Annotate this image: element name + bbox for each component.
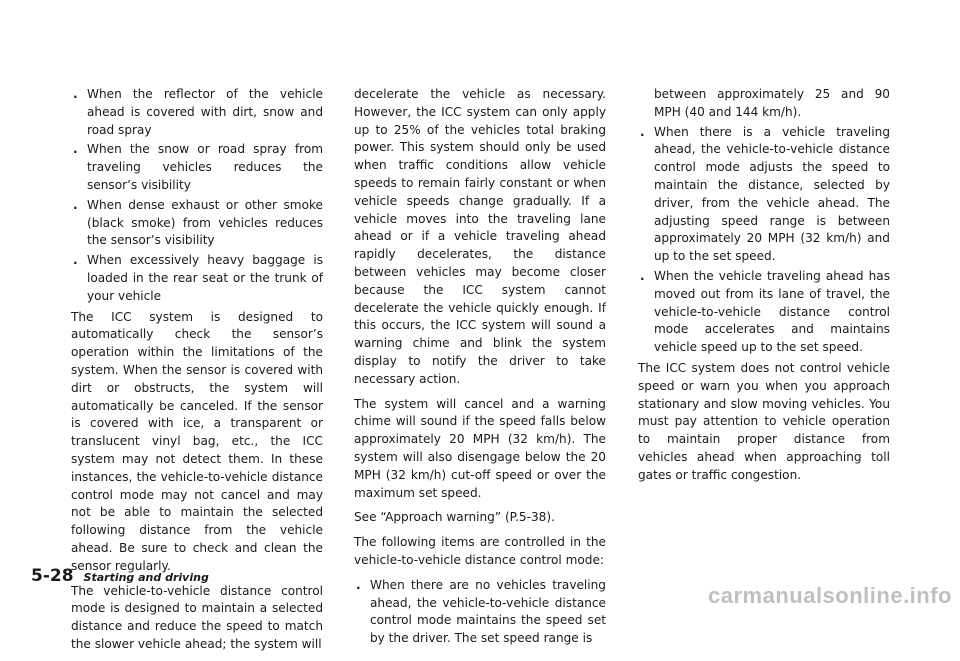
list-item	[354, 577, 606, 648]
body-paragraph: The system will cancel and a warning chime will sound if the speed falls below approximately 20 MPH (32 km/h). The system will also disengage below the 20 MPH (32 km/h) cut-off speed or over the maximum set speed.	[354, 396, 606, 500]
condition-bullet-list	[71, 86, 323, 306]
list-item	[71, 197, 323, 250]
body-paragraph: The ICC system is designed to automatically check the sensor’s operation within the limitations of the system. When the sensor is covered with dirt or obstructs, the system will automatically be canceled. If the sensor is covered with ice, a transparent or translucent vinyl bag, etc., the ICC system may not detect them. In these instances, the vehicle-to-vehicle distance control mode may not cancel and may not be able to maintain the selected following distance from the vehicle ahead. Be sure to check and clean the sensor regularly.	[71, 309, 323, 573]
list-item	[638, 124, 890, 266]
bullet-marker: .	[73, 87, 78, 101]
bullet-text: When excessively heavy baggage is loaded in the rear seat or the trunk of your vehicle	[87, 253, 323, 303]
bullet-text: When the vehicle traveling ahead has moved out from its lane of travel, the vehicle-to-vehicle distance control mode accelerates and maintains vehicle speed up to the set speed.	[654, 268, 890, 355]
bullet-text: When dense exhaust or other smoke (black smoke) from vehicles reduces the sensor’s visibility	[87, 197, 323, 248]
body-paragraph: The following items are controlled in the vehicle-to-vehicle distance control mode:	[354, 535, 606, 567]
bullet-marker: .	[640, 124, 645, 139]
page-footer	[31, 566, 209, 586]
list-item	[71, 86, 323, 139]
body-paragraph: decelerate the vehicle as necessary. However, the ICC system can only apply up to 25% of the vehicles total braking power. This system should only be used when traffic conditions allow vehicle speeds to remain fairly constant or when vehicle speeds change gradually. If a vehicle moves into the traveling lane ahead or if a vehicle traveling ahead rapidly decelerates, the distance between vehicles may become closer because the ICC system cannot decelerate the vehicle quickly enough. If this occurs, the ICC system will sound a warning chime and blink the system display to notify the driver to take necessary action.	[354, 87, 606, 386]
control-bullet-list	[354, 577, 606, 648]
section-title: Starting and driving	[83, 571, 209, 584]
bullet-text: When the snow or road spray from traveling vehicles reduces the sensor’s visibility	[87, 142, 323, 192]
watermark: carmanualsonline.info	[708, 583, 952, 608]
list-item	[71, 252, 323, 305]
list-item	[638, 268, 890, 357]
bullet-marker: .	[356, 577, 361, 592]
bullet-marker: .	[73, 253, 78, 268]
text-column-3	[638, 86, 890, 492]
cross-reference: See “Approach warning” (P.5-38).	[354, 510, 555, 525]
bullet-text: When the reflector of the vehicle ahead is covered with dirt, snow and road spray	[87, 87, 323, 137]
text-column-2	[354, 86, 606, 651]
body-paragraph: The vehicle-to-vehicle distance control mode is designed to maintain a selected distance and reduce the speed to match the slower vehicle ahead; the system will	[71, 583, 323, 651]
bullet-text: between approximately 25 and 90 MPH (40 and 144 km/h).	[654, 87, 890, 119]
page-number: 5-28	[31, 566, 74, 586]
bullet-text: When there are no vehicles traveling ahead, the vehicle-to-vehicle distance control mode maintains the speed set by the driver. The set speed range is	[370, 577, 606, 646]
bullet-marker: .	[73, 197, 78, 212]
body-paragraph: The ICC system does not control vehicle speed or warn you when you approach stationary and slow moving vehicles. You must pay attention to vehicle operation to maintain proper distance from vehicles ahead when approaching toll gates or traffic congestion.	[638, 360, 890, 482]
bullet-text: When there is a vehicle traveling ahead, the vehicle-to-vehicle distance control mode adjusts the speed to maintain the distance, selected by driver, from the vehicle ahead. The adjusting speed range is between approximately 20 MPH (32 km/h) and up to the set speed.	[654, 124, 890, 264]
bullet-marker: .	[73, 142, 78, 157]
list-item-continuation	[638, 86, 890, 122]
bullet-marker: .	[640, 268, 645, 283]
list-item	[71, 141, 323, 194]
control-bullet-list-continued	[638, 86, 890, 357]
